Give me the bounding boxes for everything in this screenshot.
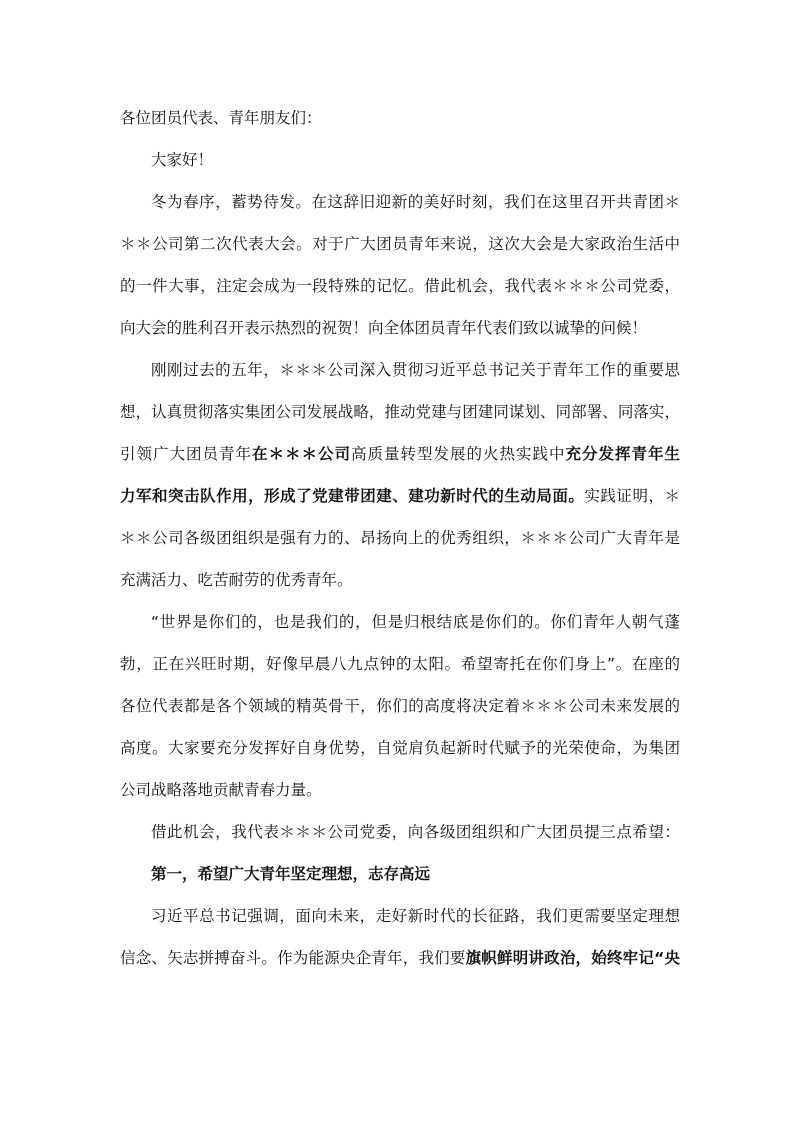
paragraph-line: 向大会的胜利召开表示热烈的祝贺！向全体团员青年代表们致以诚挚的问候！ (120, 319, 648, 337)
text-run-emphasis: 始终牢记“央 (591, 949, 680, 967)
text-run: 实践证明，＊ (584, 487, 680, 505)
paragraph-line: 刚刚过去的五年，＊＊＊公司深入贯彻习近平总书记关于青年工作的重要思 (151, 361, 680, 379)
section-heading: 第一，希望广大青年坚定理想，志存高远 (151, 865, 431, 883)
paragraph-line (120, 486, 680, 506)
paragraph-line: 充满活力、吃苦耐劳的优秀青年。 (120, 571, 353, 589)
greeting: 大家好！ (151, 151, 214, 169)
salutation: 各位团员代表、青年朋友们： (120, 109, 322, 127)
text-run-emphasis: 在＊＊＊公司 (251, 445, 351, 463)
paragraph-line (120, 948, 680, 968)
paragraph-line: 各位代表都是各个领域的精英骨干，你们的高度将决定着＊＊＊公司未来发展的 (120, 697, 680, 715)
paragraph-line: 借此机会，我代表＊＊＊公司党委，向各级团组织和广大团员提三点希望： (151, 823, 680, 841)
text-run-emphasis: 充分发挥青年生 (565, 445, 680, 463)
paragraph-line: 高度。大家要充分发挥好自身优势，自觉肩负起新时代赋予的光荣使命，为集团 (120, 739, 680, 757)
text-run-emphasis: 旗帜鲜明讲政治， (465, 949, 592, 967)
paragraph-line (120, 444, 680, 464)
text-run: 信念、矢志拼搏奋斗。作为能源央企青年，我们要 (120, 949, 466, 967)
paragraph-line: 公司战略落地贡献青春力量。 (120, 781, 322, 799)
text-run: 转型发展的火热实践中 (400, 445, 566, 463)
text-run: 引领广大团员青年 (120, 445, 252, 463)
paragraph-line: ＊＊公司各级团组织是强有力的、昂扬向上的优秀组织，＊＊＊公司广大青年是 (120, 529, 680, 547)
paragraph-line: 的一件大事，注定会成为一段特殊的记忆。借此机会，我代表＊＊＊公司党委， (120, 277, 680, 295)
paragraph-line: 习近平总书记强调，面向未来，走好新时代的长征路，我们更需要坚定理想 (151, 907, 680, 925)
paragraph-line: “世界是你们的，也是我们的，但是归根结底是你们的。你们青年人朝气蓬 (151, 613, 680, 631)
paragraph-line: ＊＊公司第二次代表大会。对于广大团员青年来说，这次大会是大家政治生活中 (120, 235, 680, 253)
paragraph-line: 勃，正在兴旺时期，好像早晨八九点钟的太阳。希望寄托在你们身上”。在座的 (120, 655, 680, 673)
paragraph-line: 冬为春序，蓄势待发。在这辞旧迎新的美好时刻，我们在这里召开共青团＊ (151, 193, 680, 211)
text-run-emphasis: 力军和突击队作用，形成了党建带团建、建功新时代的生动局面。 (120, 487, 585, 505)
paragraph-line: 想，认真贯彻落实集团公司发展战略，推动党建与团建同谋划、同部署、同落实， (120, 403, 680, 421)
text-run: 高质量 (350, 445, 401, 463)
